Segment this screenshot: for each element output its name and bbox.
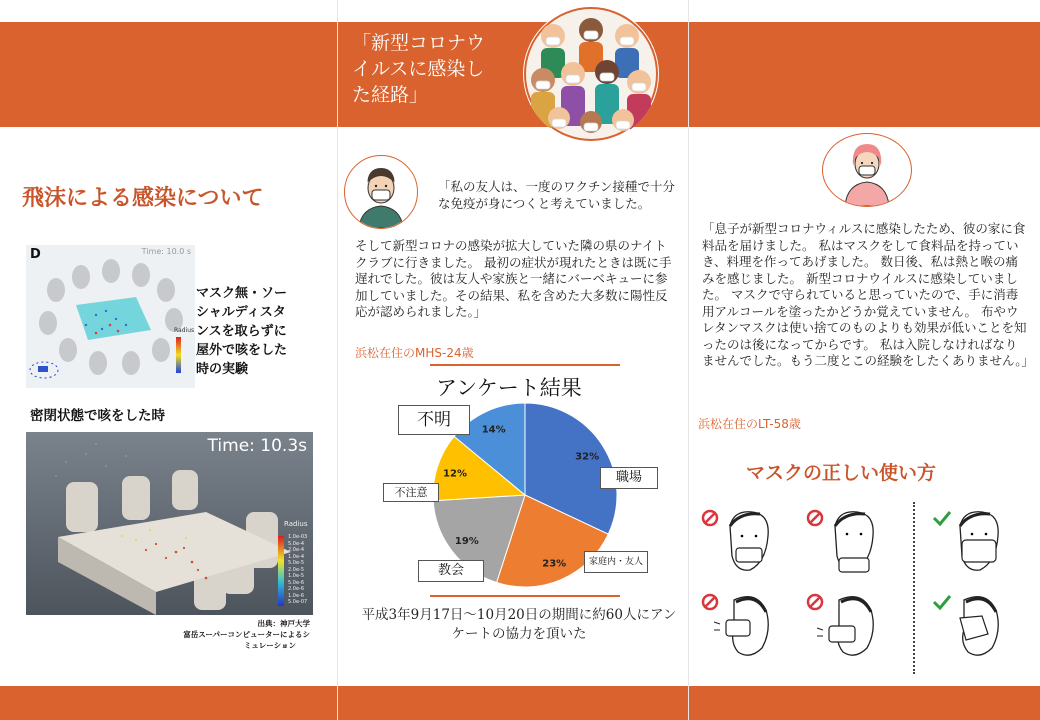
mask-wrong-chin-only (805, 506, 895, 578)
indoor-caption: 密閉状態で咳をした時 (30, 408, 165, 424)
pie-label-unknown: 不明 (398, 405, 470, 435)
legend-value: 2.0e-4 (288, 547, 305, 553)
mother-quote-source: 浜松在住のLT-58歳 (698, 417, 801, 431)
mask-wrong-nose-exposed (700, 506, 790, 578)
survey-title: アンケート結果 (436, 376, 582, 400)
pie-value-label: 19% (454, 536, 479, 548)
footer-band (0, 686, 1040, 720)
legend-value: 2.0e-6 (288, 586, 305, 592)
pie-value-label: 23% (542, 558, 567, 570)
friend-quote-source: 浜松在住のMHS-24歳 (355, 346, 474, 360)
mask-correct-side (930, 590, 1020, 662)
credit-line: 出典：神戸大学 (257, 619, 310, 628)
legend-value: 5.0e-5 (288, 560, 305, 566)
survey-note: 平成3年9月17日～10月20日の期間に約60人にアンケートの協力を頂いた (361, 607, 677, 642)
header-band (0, 22, 1040, 127)
panel-divider-right (688, 0, 689, 720)
friend-quote-body: そして新型コロナの感染が拡大していた隣の県のナイトクラブに行きました。 最初の症状が現れたときは既に手遅れでした。彼は友人や家族と一緒にバーベキューに参加していました。その結果、私を含めた大多数に陽性反応が認められました。」 (355, 238, 672, 319)
survey-divider-bottom (430, 595, 620, 597)
pie-label-home-friends: 家庭内・友人 (584, 551, 648, 573)
legend-value: 2.0e-5 (288, 566, 305, 573)
pie-value-label: 14% (481, 424, 506, 436)
legend-value: 1.0e-4 (288, 553, 305, 560)
outdoor-simulation-image (26, 245, 195, 388)
female-avatar-icon (822, 133, 912, 207)
crowd-illustration (523, 6, 659, 142)
indoor-simulation-image (26, 432, 313, 615)
credit-line: 富岳スーパーコンピューターによるシ (183, 630, 310, 639)
pie-label-church: 教会 (418, 560, 484, 582)
pie-value-label: 12% (443, 468, 467, 480)
simulation-credit (160, 618, 310, 651)
mask-divider (913, 502, 915, 674)
panel-divider-left (337, 0, 338, 720)
simulation-panel-letter: D (30, 247, 41, 262)
legend-value: 5.0e-4 (288, 540, 305, 547)
simulation1-time: Time: 10.0 s (141, 247, 191, 256)
legend-value: 5.0e-6 (288, 579, 305, 586)
simulation1-legend-title: Radius (174, 327, 195, 334)
mask-wrong-loose (805, 590, 895, 662)
simulation2-legend-title: Radius (284, 520, 308, 528)
credit-line: ミュレーション (243, 641, 296, 650)
survey-divider-top (430, 364, 620, 366)
brochure-title: 「新型コロナウイルスに感染した経路」 (352, 32, 486, 106)
simulation2-legend (288, 534, 307, 606)
legend-value: 5.0e-07 (288, 599, 308, 605)
simulation2-time: Time: 10.3s (207, 436, 307, 456)
pie-label-workplace: 職場 (600, 467, 658, 489)
mother-quote: 「息子が新型コロナウィルスに感染したため、彼の家に食料品を届けました。 私はマスクをして食料品を持っていき、料理を作ってあげました。 数日後、私は熱と喉の痛みを感じました。 新型コロナウイルスに感染していました。 マスクで守られていると思っていたので、手に消毒用アルコールを塗ったかどうか覚えていません。 布やウレタンマスクは使い捨てのものよりも効果が低いことを知ったのは後になってからです。 私は入院しなければなりませんでした。もう二度とこの経験をしたくありません。」 (702, 221, 1035, 368)
legend-value: 1.0e-5 (288, 573, 305, 579)
legend-value: 1.0e-03 (288, 534, 308, 540)
outdoor-caption: マスク無・ソーシャルディスタンスを取らずに屋外で咳をした時の実験 (196, 286, 288, 377)
pie-value-label: 32% (575, 451, 600, 463)
mask-wrong-side-gap (700, 590, 790, 662)
legend-value: 1.0e-6 (288, 592, 305, 599)
droplet-section-heading: 飛沫による感染について (22, 185, 264, 211)
mask-usage-heading: マスクの正しい使い方 (746, 462, 937, 484)
mask-correct-front (930, 506, 1020, 578)
pie-label-carelessness: 不注意 (383, 483, 439, 502)
friend-quote-lead: 「私の友人は、一度のワクチン接種で十分な免疫が身につくと考えていました。 (438, 179, 675, 211)
male-avatar-icon (344, 155, 418, 229)
